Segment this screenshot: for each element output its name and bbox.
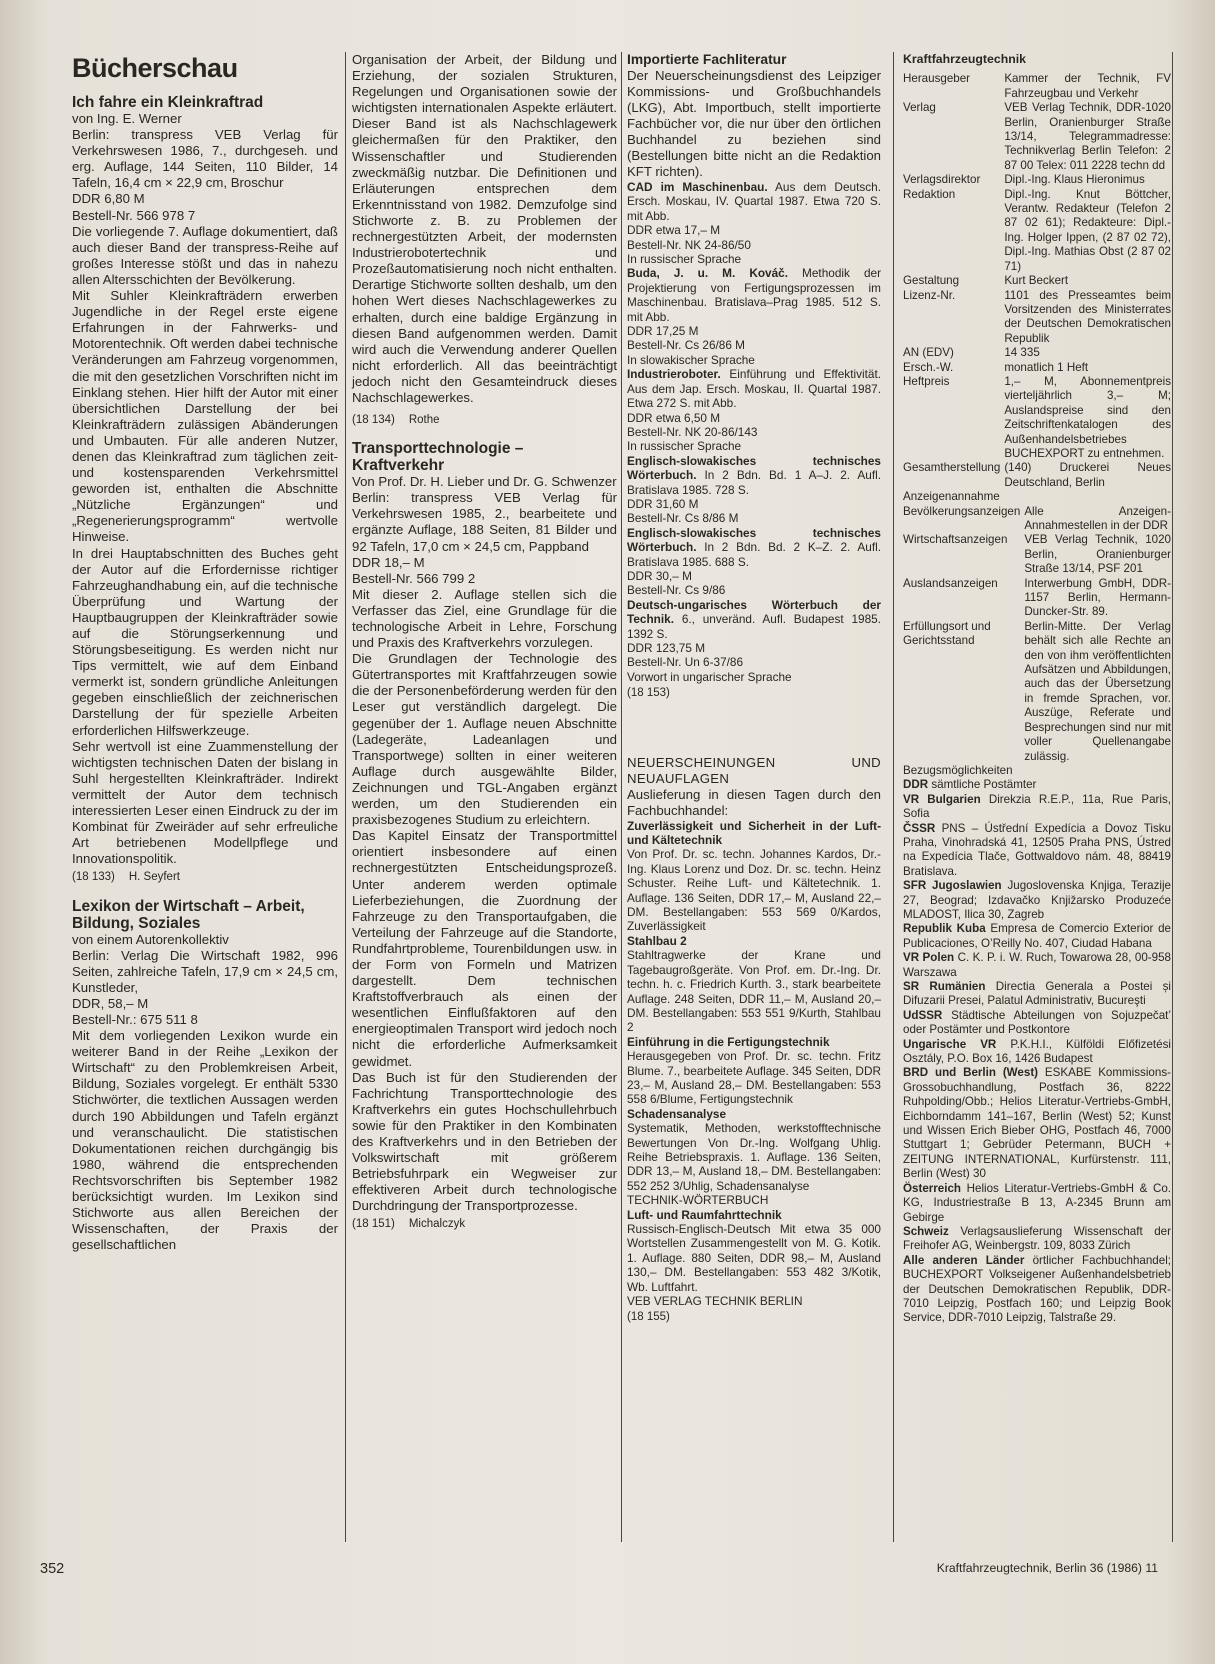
subscription-entry [903, 1038, 1171, 1067]
new-release-title: Zuverlässigkeit und Sicherheit in der Luft- und Kältetechnik [627, 818, 881, 848]
subscription-list [903, 778, 1171, 1325]
import-item-title: Industrieroboter. [627, 367, 721, 382]
subscription-entry [903, 1009, 1171, 1038]
imprint-key: Erfüllungsort und Gerichtsstand [903, 619, 991, 648]
import-item-language: In russischer Sprache [627, 252, 742, 267]
subscription-entry [903, 778, 1171, 792]
imprint-row [903, 505, 1171, 534]
imprint-key: Redaktion [903, 187, 956, 201]
ads-table [903, 505, 1171, 764]
imprint-row [903, 289, 1171, 347]
subscription-country: VR Polen [903, 951, 955, 965]
import-item-order: Bestell-Nr. NK 24-86/50 [627, 237, 751, 252]
import-item-details: Methodik der Projektierung von Fertigungsprozessen im Maschinenbau. Bratislava–Prag 1985. 512 S. mit Abb. [627, 266, 881, 324]
new-release-text: Systematik, Methoden, werkstofftechnische Bewertungen Von Dr.-Ing. Wolfgang Uhlig. Reihe Betriebspraxis. 1. Auflage. 136 Seiten, DDR 13,– M, Ausland 18,– DM. Bestellangaben: 552 252 3/Uhlig, Schadensanalyse [627, 1121, 881, 1193]
review-author: Von Prof. Dr. H. Lieber und Dr. G. Schwenzer [352, 474, 617, 490]
subscription-entry [903, 951, 1171, 980]
publisher-name: VEB VERLAG TECHNIK BERLIN [627, 1294, 803, 1309]
import-item-price: DDR 31,60 M [627, 496, 699, 511]
dictionary-heading: TECHNIK-WÖRTERBUCH [627, 1193, 769, 1208]
review-publication: Berlin: Verlag Die Wirtschaft 1982, 996 Seiten, zahlreiche Tafeln, 17,9 cm × 24,5 cm, Kunstleder, [72, 947, 338, 995]
dictionary-text: Russisch-Englisch-Deutsch Mit etwa 35 000 Wortstellen Zusammengestellt von M. G. Kotik. 1. Auflage. 880 Seiten, DDR 98,– M, Ausland 130,– DM. Bestellangaben: 553 482 3/Kotik, Wb. Luftfahrt. [627, 1222, 881, 1294]
imprint-value: Dipl.-Ing. Knut Böttcher, Verantw. Redakteur (Telefon 2 87 02 61); Redakteure: Dipl.-Ing. Holger Ippen, (2 87 02 72), Dipl.-Ing. Mathias Obst (2 87 02 71) [1004, 187, 1171, 273]
imprint-row [903, 461, 1171, 490]
ads-heading: Anzeigenannahme [903, 490, 1000, 504]
review-title: Transporttechnologie – Kraftverkehr [352, 440, 524, 475]
imprint-key: Bevölkerungsanzeigen [903, 504, 1021, 518]
review-lexikon [72, 898, 338, 1254]
review-publication: Berlin: transpress VEB Verlag für Verkehrswesen 1986, 7., durchgeseh. und erg. Auflage, 144 Seiten, 110 Bilder, 14 Tafeln, 16,4 cm × 22,9 cm, Broschur [72, 127, 338, 191]
imprint-value: (140) Druckerei Neues Deutschland, Berlin [1004, 461, 1171, 489]
import-list [627, 180, 881, 684]
section-title-import: Importierte Fachliteratur [627, 52, 787, 67]
imprint-key: Gestaltung [903, 274, 960, 288]
review-order-number: Bestell-Nr. 566 799 2 [352, 570, 476, 586]
journal-citation: Kraftfahrzeugtechnik, Berlin 36 (1986) 11 [936, 1561, 1158, 1575]
subscription-country: Ungarische VR [903, 1037, 997, 1051]
imprint-key: Ersch.-W. [903, 360, 954, 374]
import-item-language: In russischer Sprache [627, 439, 742, 454]
imprint-value: Berlin-Mitte. Der Verlag behält sich alle Rechte an den von ihm veröffentlichten Aufsätzen und Abbildungen, auch das der Übersetzung in fremde Sprachen, vor. Auszüge, Referate und Besprechungen sind nur mit voller Quellenangabe zulässig. [1024, 619, 1171, 763]
new-release-title: Einführung in die Fertigungstechnik [627, 1034, 830, 1049]
import-item-price: DDR etwa 6,50 M [627, 410, 721, 425]
subscription-address: P.K.H.I., Külföldi Előfizetési Osztály, P.O. Box 16, 1426 Budapest [903, 1037, 1171, 1066]
review-price: DDR 6,80 M [72, 191, 145, 207]
subscription-entry [903, 1066, 1171, 1181]
subscription-country: VR Bulgarien [903, 792, 981, 806]
imprint-row [903, 577, 1171, 620]
review-price: DDR, 58,– M [72, 995, 149, 1011]
imprint-key: Verlag [903, 101, 936, 115]
subscription-country: Alle anderen Länder [903, 1253, 1025, 1267]
imprint-value: VEB Verlag Technik, 1020 Berlin, Oranienburger Straße 13/14, PSF 201 [1024, 533, 1171, 576]
signature-name: Rothe [408, 414, 440, 427]
imprint-key: Herausgeber [903, 72, 971, 86]
column-rule-4 [1172, 52, 1173, 1542]
imprint-value: 1,– M, Abonnementpreis vierteljährlich 3,– M; Auslandspreise sind den Zeitschriftenkatalogen des Außenhandelsbetriebes BUCHEXPORT zu entnehmen. [1004, 374, 1171, 460]
imprint-value: monatlich 1 Heft [1004, 360, 1089, 374]
review-paragraph: Mit Suhler Kleinkrafträdern erwerben Jugendliche in der Regel erste eigene Erfahrungen in der Fahrwerks- und Motorentechnik. Oft werden dabei technische Veränderungen am Fahrzeug vorgenommen, die mit den gesetzlichen Vorschriften nicht im Einklang stehen. Hier hilft der Autor mit einer übersichtlichen Darstellung der bei Kleinkrafträdern zulässigen Abänderungen und Umbauten. Für alle anderen Nutzer, denen das Kleinkraftrad zum täglichen zeit- und kostensparenden Verkehrsmittel geworden ist, enthalten die Abschnitte „Nützliche Ergänzungen“ und „Regenerierungsprogramm“ wertvolle Hinweise. [72, 288, 338, 545]
review-paragraph: Das Buch ist für den Studierenden der Fachrichtung Transporttechnologie des Kraftverkehrs ein gutes Hochschullehrbuch sowie für den Praktiker in den Kombinaten des Kraftverkehrs und in den Betrieben der Volkswirtschaft mit größerem Betriebsfuhrpark ein Wegweiser zur effektiveren Arbeit durch technologische Durchdringung der Transportprozesse. [352, 1069, 617, 1214]
import-item-title: Englisch-slowakisches technisches Wörterbuch. [627, 453, 881, 483]
new-release-title: Schadensanalyse [627, 1106, 727, 1121]
subscription-country: BRD und Berlin (West) [903, 1066, 1039, 1080]
review-title: Lexikon der Wirtschaft – Arbeit, Bildung, Soziales [72, 897, 305, 932]
import-item-language: In slowakischer Sprache [627, 352, 755, 367]
imprint-value: VEB Verlag Technik, DDR-1020 Berlin, Oranienburger Straße 13/14, Telegrammadresse: Technikverlag Berlin Telefon: 2 87 00 Telex: 011 2228 techn dd [1004, 101, 1171, 172]
review-price: DDR 18,– M [352, 554, 425, 570]
imprint-value: Dipl.-Ing. Klaus Hieronimus [1004, 173, 1145, 187]
new-release-text: Von Prof. Dr. sc. techn. Johannes Kardos, Dr.-Ing. Klaus Lorenz und Doz. Dr. sc. techn. Heinz Schuster. Reihe Luft- und Kältetechnik. 1. Auflage. 136 Seiten, DDR 17,– M, Ausland 22,– DM. Bestellangaben: 553 569 0/Kardos, Zuverlässigkeit [627, 847, 881, 934]
subscription-address: Directia Generala a Postei și Difuzarii Presei, Palatul Administrativ, Bucureşti [903, 980, 1171, 1008]
imprint-row [903, 188, 1171, 274]
import-item-price: DDR 17,25 M [627, 324, 699, 339]
imprint-key: Lizenz-Nr. [903, 288, 956, 302]
import-item-title: CAD im Maschinenbau. [627, 180, 768, 194]
section-signature: (18 153) [627, 687, 670, 700]
subscription-address: örtlicher Fachbuchhandel; BUCHEXPORT Volkseigener Außenhandelsbetrieb der Deutschen Demokratischen Republik, DDR-7010 Leipzig, Postfach 160; und Leipzig Book Service, DDR-7010 Leipzig, Talstraße 29. [903, 1253, 1171, 1325]
import-intro: Der Neuerscheinungsdienst des Leipziger Kommissions- und Großbuchhandels (LKG), Abt. Importbuch, stellt importierte Fachbücher vor, die nur über den örtlichen Buchhandel zu beziehen sind (Bestellungen bitte nicht an die Redaktion KFT richten). [627, 68, 881, 179]
imprint-row [903, 101, 1171, 173]
new-releases-subheading: Auslieferung in diesen Tagen durch den Fachbuchhandel: [627, 786, 881, 818]
import-item-title: Buda, J. u. M. Kováč. [627, 266, 789, 281]
imprint-row [903, 375, 1171, 461]
import-item-title: Deutsch-ungarisches Wörterbuch der Technik. [627, 597, 881, 627]
import-item-title: Englisch-slowakisches technisches Wörterbuch. [627, 525, 881, 555]
imprint-row [903, 173, 1171, 187]
signature-name: Michalczyk [408, 1218, 466, 1231]
import-item-language: Vorwort in ungarischer Sprache [627, 669, 792, 684]
subscription-country: Republik Kuba [903, 922, 986, 936]
review-author: von einem Autorenkollektiv [72, 931, 229, 947]
subscription-entry [903, 879, 1171, 922]
imprint-title: Kraftfahrzeugtechnik [903, 52, 1026, 66]
subscription-entry [903, 980, 1171, 1009]
subscription-country: Schweiz [903, 1224, 949, 1238]
import-item-price: DDR 30,– M [627, 568, 692, 583]
review-author: von Ing. E. Werner [72, 111, 182, 126]
new-releases-heading: NEUERSCHEINUNGEN UND NEUAUFLAGEN [627, 754, 881, 786]
import-item-order: Bestell-Nr. NK 20-86/143 [627, 424, 758, 439]
subscription-entry [903, 793, 1171, 822]
column-4-imprint [903, 52, 1171, 1326]
import-item-price: DDR etwa 17,– M [627, 223, 721, 238]
import-item [627, 367, 881, 410]
imprint-value: Interwerbung GmbH, DDR-1157 Berlin, Hermann-Duncker-Str. 89. [1024, 576, 1171, 619]
subscription-address: ESKABE Kommissions-Grossobuchhandlung, Postfach 36, 8222 Ruhpolding/Obb.; Helios Literatur-Vertriebs-GmbH, Eichborndamm 141–167, Berlin (West) 52; Kunst und Wissen Erich Bieber OHG, Postfach 46, 7000 Stuttgart 1; Gebrüder Petermann, BUCH + ZEITUNG INTERNATIONAL, Kurfürstenstr. 111, Berlin (West) 30 [903, 1066, 1171, 1181]
review-signature [72, 869, 338, 885]
review-signature [352, 1216, 617, 1232]
imprint-row [903, 274, 1171, 288]
imprint-row [903, 533, 1171, 576]
subscription-country: Österreich [903, 1181, 961, 1195]
review-paragraph: Mit dem vorliegenden Lexikon wurde ein weiterer Band in der Reihe „Lexikon der Wirtschaft“ zu den Problemkreisen Arbeit, Bildung, Soziales vorgelegt. Er enthält 5330 Stichwörter, die textlichen Aussagen werden durch 190 Abbildungen und Tafeln ergänzt und veranschaulicht. Die statistischen Dokumentationen reichen durchgängig bis 1980, während die entsprechenden Rechtsvorschriften bis September 1982 berücksichtigt wurden. Im Lexikon sind Stichworte aus allen Bereichen der Wissenschaften, der Praxis der gesellschaftlichen [72, 1028, 338, 1253]
new-releases-list [627, 819, 881, 1194]
review-paragraph: In drei Hauptabschnitten des Buches geht der Autor auf die Erfordernisse richtiger Fahrzeughandhabung ein, auf die technische Überprüfung und Wartung der Hauptbaugruppen der Kleinkrafträder sowie auf die Störungserkennung und Störungsbeseitigung. Es werden nicht nur Tips vermittelt, wie auf dem Einband vermerkt ist, sondern gründliche Anleitungen gegeben einschließlich der zeichnerischen Darstellung der für spezielle Arbeiten erforderlichen Hilfswerkzeuge. [72, 545, 338, 738]
import-item [627, 266, 881, 324]
subscription-address: Helios Literatur-Vertriebs-GmbH & Co. KG, Industriestraße B 13, A-2345 Brunn am Gebirge [903, 1181, 1171, 1224]
review-paragraph: Das Kapitel Einsatz der Transportmittel orientiert insbesondere auf einen rechnergestützten Entscheidungsprozeß. Unter anderem werden optimale Lieferbeziehungen, die Zuordnung der Fahrzeuge zu den Transportaufgaben, die Verteilung der Fahrzeuge auf die Standorte, Rundfahrtprobleme, Tourenbildungen usw. in der Form von Formeln und Matrizen dargestellt. Dem technischen Kraftstoffverbrauch als einen der wesentlichen Einflußfaktoren auf den energieoptimalen Transport wird jedoch noch nicht die erforderliche Aufmerksamkeit gewidmet. [352, 828, 617, 1069]
subscription-entry [903, 822, 1171, 880]
imprint-key: Wirtschaftsanzeigen [903, 533, 1008, 547]
imprint-key: Gesamtherstellung [903, 461, 1001, 475]
signature-number: (18 151) [352, 1218, 395, 1231]
subscription-heading: Bezugsmöglichkeiten [903, 763, 1013, 777]
new-release-text: Stahltragwerke der Krane und Tagebaugroßgeräte. Von Prof. em. Dr.-Ing. Dr. techn. h. c. Friedrich Kurth. 3., stark bearbeitete Auflage. 248 Seiten, DDR 11,– M, Ausland 20,– DM. Bestellangaben: 553 551 9/Kurth, Stahlbau 2 [627, 948, 881, 1035]
subscription-country: DDR [903, 778, 929, 792]
import-item [627, 526, 881, 569]
imprint-value: Alle Anzeigen-Annahmestellen in der DDR [1024, 504, 1171, 532]
column-1 [72, 52, 338, 1253]
import-item-details: Aus dem Deutsch. Ersch. Moskau, IV. Quartal 1987. Etwa 720 S. mit Abb. [627, 180, 881, 223]
subscription-entry [903, 1225, 1171, 1254]
imprint-row [903, 72, 1171, 101]
review-kleinkraftrad [72, 94, 338, 886]
imprint-row [903, 620, 1171, 764]
review-paragraph: Mit dieser 2. Auflage stellen sich die Verfasser das Ziel, eine Grundlage für die technologische Arbeit in Lehre, Forschung und Praxis des Kraftverkehrs vorzulegen. [352, 586, 617, 651]
imprint-value: 14 335 [1004, 346, 1040, 360]
subscription-country: ČSSR [903, 821, 936, 835]
imprint-value: Kurt Beckert [1004, 274, 1069, 288]
subscription-address: sämtliche Postämter [931, 778, 1037, 792]
signature-number: (18 134) [352, 414, 395, 427]
column-rule-3 [893, 52, 894, 1542]
subscription-address: C. K. P. i. W. Ruch, Towarowa 28, 00-958 Warszawa [903, 951, 1171, 979]
import-item-details: 6., unveränd. Aufl. Budapest 1985. 1392 S. [627, 612, 881, 641]
column-rule-2 [621, 52, 622, 1542]
import-item [627, 454, 881, 497]
subscription-address: Städtische Abteilungen von Sojuzpečat’ oder Postämter und Postkontore [903, 1008, 1171, 1037]
review-paragraph: Die vorliegende 7. Auflage dokumentiert, daß auch dieser Band der transpress-Reihe auf großes Interesse stößt und das in nahezu allen Altersschichten der Bevölkerung. [72, 223, 338, 287]
subscription-entry [903, 1182, 1171, 1225]
subscription-address: Verlagsauslieferung Wissenschaft der Freihofer AG, Weinbergstr. 109, 8033 Zürich [903, 1224, 1171, 1253]
column-rule-1 [345, 52, 346, 1542]
import-item-price: DDR 123,75 M [627, 641, 706, 655]
column-3 [627, 52, 881, 1325]
review-continuation: Organisation der Arbeit, der Bildung und Erziehung, der sozialen Strukturen, Regelungen und Organisationen sowie der wichtigsten internationalen Aspekte erläutert. Dieser Band ist als Nachschlagewerk gleichermaßen für den Praktiker, den Wissenschaftler und Studierenden zweckmäßig nutzbar. Die Definitionen und Erläuterungen entsprechen dem Erkenntnisstand von 1982. Demzufolge sind Stichworte z. B. zu Problemen der rechnergestützten Arbeit, der modernsten Industrierobotertechnik und Prozeßautomatisierung noch nicht enthalten. Derartige Stichworte sollten deshalb, um den hohen Wert dieses Nachschlagewerkes zu erhalten, durch eine baldige Ergänzung in diesen Band aufgenommen werden. Damit wird auch die Verwendung anderer Quellen nicht erforderlich. All das beeinträchtigt jedoch nicht den Gesamteindruck dieses Nachschlagewerkes. [352, 52, 617, 405]
page-number: 352 [40, 1561, 65, 1577]
imprint-row [903, 346, 1171, 360]
page-title: Bücherschau [72, 53, 238, 83]
imprint-key: Verlagsdirektor [903, 173, 981, 187]
import-item-details: Einführung und Effektivität. Aus dem Jap. Ersch. Moskau, II. Quartal 1987. Etwa 272 S. mit Abb. [627, 367, 882, 411]
review-paragraph: Die Grundlagen der Technologie des Gütertransportes mit Kraftfahrzeugen sowie die der Personenbeförderung werden für den Leser gut verständlich dargelegt. Die gegenüber der 1. Auflage neuen Abschnitte (Ladegeräte, Ladeanlagen und Transportwege) sollten in einer weiteren Auflage durch ausgewählte Bilder, Zeichnungen und TGL-Angaben ergänzt werden, um den Studierenden ein praxisbezogenes Studium zu erleichtern. [352, 651, 617, 828]
subscription-country: SR Rumänien [903, 980, 986, 993]
subscription-address: Jugoslovenska Knjiga, Terazije 27, Beograd; Izdavačko Knjižarsko Produzeće MLADOST, Ilica 30, Zagreb [903, 879, 1171, 921]
imprint-table [903, 72, 1171, 490]
subscription-country: SFR Jugoslawien [903, 879, 1002, 893]
import-item [627, 180, 881, 223]
review-signature [352, 412, 617, 428]
new-release-title: Stahlbau 2 [627, 933, 687, 948]
import-item-order: Bestell-Nr. Un 6-37/86 [627, 655, 744, 670]
imprint-key: Auslandsanzeigen [903, 576, 998, 590]
review-title: Ich fahre ein Kleinkraftrad [72, 94, 264, 111]
subscription-address: Direkzia R.E.P., 11a, Rue Paris, Sofia [903, 792, 1171, 821]
review-order-number: Bestell-Nr.: 675 511 8 [72, 1011, 198, 1027]
review-transporttechnologie [352, 440, 617, 1232]
review-order-number: Bestell-Nr. 566 978 7 [72, 207, 196, 223]
signature-name: H. Seyfert [128, 871, 180, 884]
subscription-entry [903, 1254, 1171, 1326]
subscription-entry [903, 922, 1171, 951]
subscription-country: UdSSR [903, 1008, 943, 1022]
imprint-key: Heftpreis [903, 374, 950, 388]
import-item [627, 598, 881, 641]
imprint-value: 1101 des Presseamtes beim Vorsitzenden des Ministerrates der Deutschen Demokratischen Republik [1004, 288, 1171, 345]
column-2 [352, 52, 617, 1233]
imprint-row [903, 361, 1171, 375]
signature-number: (18 133) [72, 871, 115, 884]
new-release-text: Herausgegeben von Prof. Dr. sc. techn. Fritz Blume. 7., bearbeitete Auflage. 345 Seiten, DDR 23,– M, Ausland 28,– DM. Bestellangaben: 553 558 6/Blume, Fertigungstechnik [627, 1049, 881, 1107]
import-item-details: In 2 Bdn. Bd. 2 K–Z. 2. Aufl. Bratislava 1985. 688 S. [627, 540, 882, 569]
section-signature: (18 155) [627, 1311, 670, 1324]
import-item-order: Bestell-Nr. Cs 8/86 M [627, 511, 739, 526]
subscription-address: PNS – Ústřední Expedícia a Dovoz Tisku Praha, Vinohradská 41, 12505 Praha PNS, Ústred na Expedícia Tlače, Gottwaldovo nám. 48, 88419 Bratislava. [903, 821, 1171, 878]
imprint-value: Kammer der Technik, FV Fahrzeugbau und Verkehr [1004, 72, 1171, 100]
imprint-key: AN (EDV) [903, 346, 954, 360]
dictionary-title: Luft- und Raumfahrttechnik [627, 1207, 782, 1222]
import-item-order: Bestell-Nr. Cs 9/86 [627, 583, 726, 598]
review-paragraph: Sehr wertvoll ist eine Zuammenstellung der wichtigsten technischen Daten der bislang in Suhl hergestellten Kleinkrafträder. Indirekt vermittelt der Autor dem technisch interessierten Leser einen Eindruck zu der im Kombinat für Zweiräder auf sehr erfreuliche Art betriebenen Modellpflege und Innovationspolitik. [72, 738, 338, 867]
import-item-details: In 2 Bdn. Bd. 1 A–J. 2. Aufl. Bratislava 1985. 728 S. [627, 468, 881, 497]
subscription-address: Empresa de Comercio Exterior de Publicaciones, O’Reilly No. 407, Ciudad Habana [903, 922, 1171, 950]
review-publication: Berlin: transpress VEB Verlag für Verkehrswesen 1985, 2., bearbeitete und ergänzte Auflage, 188 Seiten, 81 Bilder und 92 Tafeln, 17,0 cm × 24,5 cm, Pappband [352, 490, 617, 554]
import-item-order: Bestell-Nr. Cs 26/86 M [627, 338, 746, 353]
